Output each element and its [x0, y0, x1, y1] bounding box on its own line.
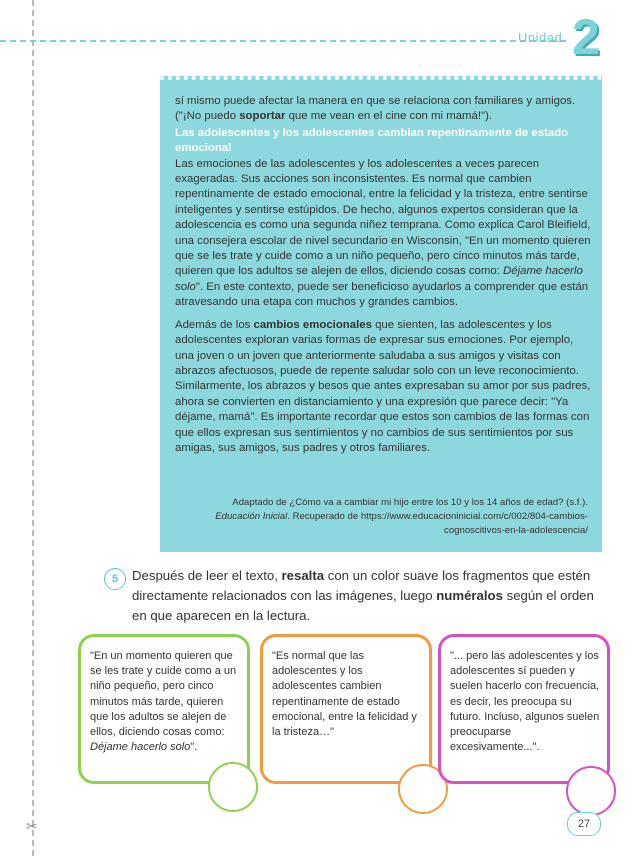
unit-number: 2	[572, 9, 600, 65]
reading-intro: sí mismo puede afectar la manera en que se relaciona con familiares y amigos. ("¡No puedo soportar que me vean en el cine con mi mamá!").	[175, 95, 576, 123]
unit-label: Unidad	[518, 30, 563, 45]
cut-line	[32, 0, 34, 856]
quote-card-text: "... pero las adolescentes y los adolescentes sí pueden y suelen hacerlo con frecuencia, es decir, les preocupa su futuro. Incluso, algunos suelen preocuparse excesivamente...".	[450, 650, 600, 754]
activity-instruction: Después de leer el texto, resalta con un color suave los fragmentos que estén directamente relacionados con las imágenes, luego numéralos según el orden en que aparecen en la lectura.	[132, 568, 594, 623]
reading-subheading: Las adolescentes y los adolescentes cambian repentinamente de estado emocional	[175, 126, 569, 155]
quote-card-text: "En un momento quieren que se les trate y cuide como a un niño pequeño, pero cinco minutos más tarde, quieren que los adultos se alejen de ellos, diciendo cosas como: Déjame hacerlo solo".	[90, 650, 237, 754]
activity-number: 5	[104, 568, 126, 590]
quote-card-text: "Es normal que las adolescentes y los adolescentes cambien repentinamente de estado emocional, entre la felicidad y la tristeza…"	[272, 650, 417, 739]
reading-paragraph-1: Las emociones de las adolescentes y los adolescentes a veces parecen exageradas. Sus acciones son inconsistentes. Es normal que cambien repentinamente de estado emocional, entre la felicidad y la tristeza, entre sentirse inteligentes y sentirse estúpidos. De hecho, algunos expertos consideran que la adolescencia es como una segunda niñez temprana. Como explica Carol Bleifield, una consejera escolar de nivel secundario en Wisconsin, "En un momento quieren que se les trate y cuide como a un niño pequeño, pero cinco minutos más tarde, quieren que los adultos se alejen de ellos, diciendo cosas como: Déjame hacerlo solo". En este contexto, puede ser beneficioso ayudarlos a comprender que están atravesando una etapa con muchos y grandes cambios.	[175, 157, 591, 309]
number-answer-circle-1[interactable]	[208, 762, 258, 812]
scissors-icon: ✂	[26, 818, 38, 834]
quote-card-2	[260, 634, 432, 784]
number-answer-circle-3[interactable]	[566, 766, 616, 816]
quote-card-1	[78, 634, 250, 784]
reading-paragraph-2: Además de los cambios emocionales que sienten, las adolescentes y los adolescentes exploran varias formas de expresar sus emociones. Por ejemplo, una joven o un joven que anteriormente saludaba a sus amigos y visitas con abrazos afectuosos, puede de repente saludar solo con un leve reconocimiento. Similarmente, los abrazos y besos que antes expresaban su amor por sus padres, ahora se convierten en distanciamiento y una expresión que parece decir: "Ya déjame, mamá". Es importante recordar que estos son cambios de las formas con que ellos expresan sus sentimientos y no cambios de sus sentimientos por sus amigas, sus amigos, sus padres y otros familiares.	[175, 318, 591, 454]
reading-text	[175, 94, 593, 456]
page-number: 27	[567, 812, 601, 836]
header-dashed-line	[0, 40, 566, 42]
reading-credit: Adaptado de ¿Cómo va a cambiar mi hijo entre los 10 y los 14 años de edad? (s.f.). Educación Inicial. Recuperado de https://www.educacioninicial.com/c/002/804-cambios-cognoscitivos-en-la-adolescencia/	[215, 497, 588, 536]
quote-card-3	[438, 634, 610, 784]
